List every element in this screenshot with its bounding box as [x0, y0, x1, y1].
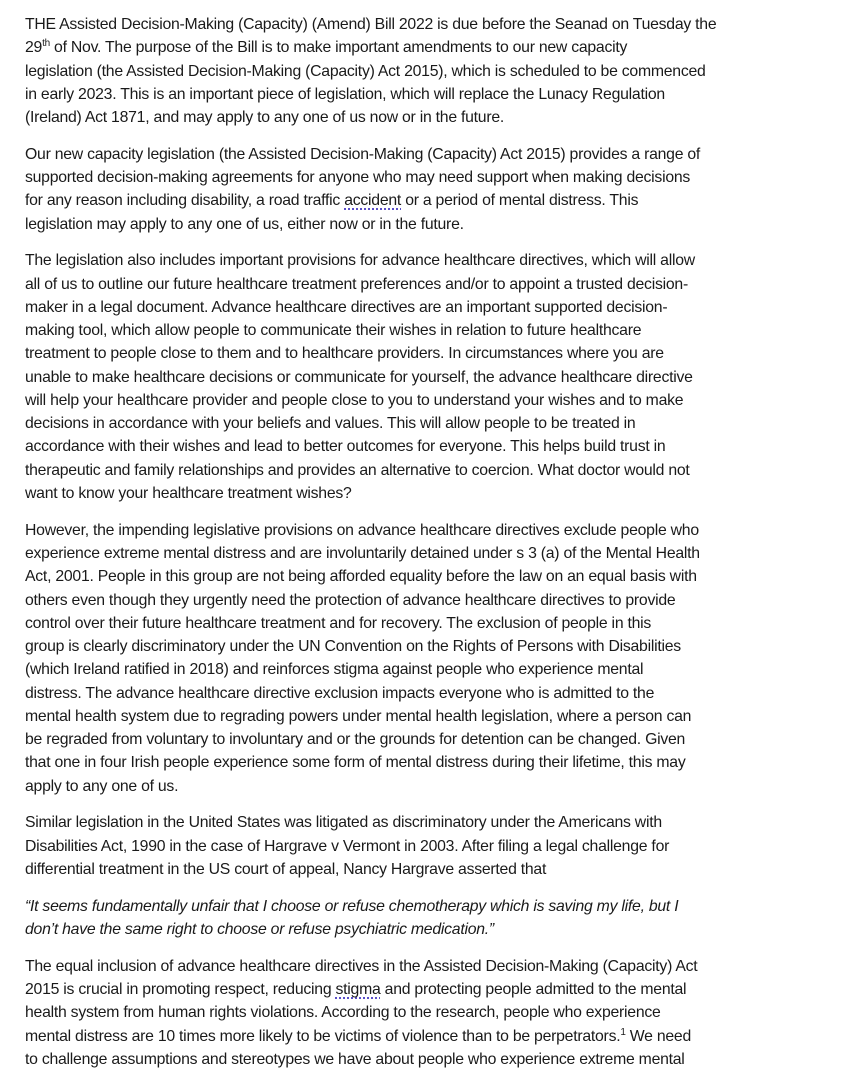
text-line: legislation (the Assisted Decision-Making (Capacity) Act 2015), which is scheduled to be commenced [25, 62, 706, 80]
text-run: and protecting people admitted to the mental [380, 981, 687, 999]
text-line: legislation may apply to any one of us, either now or in the future. [25, 215, 464, 233]
text-run: 29 [25, 39, 43, 57]
text-line: Similar legislation in the United States was litigated as discriminatory under the Americans with [25, 814, 662, 832]
text-line: maker in a legal document. Advance healthcare directives are an important supported decision- [25, 298, 668, 316]
text-line: all of us to outline our future healthcare treatment preferences and/or to appoint a trusted decision- [25, 275, 688, 293]
text-run: We need [625, 1027, 692, 1045]
text-line: making tool, which allow people to communicate their wishes in relation to future healthcare [25, 322, 642, 340]
paragraph [25, 143, 835, 236]
spellcheck-flagged-word[interactable]: stigma [335, 981, 381, 999]
text-line: Disabilities Act, 1990 in the case of Hargrave v Vermont in 2003. After filing a legal challenge for [25, 837, 670, 855]
text-line: want to know your healthcare treatment wishes? [25, 484, 352, 502]
text-line: THE Assisted Decision-Making (Capacity) (Amend) Bill 2022 is due before the Seanad on Tuesday the [25, 16, 717, 33]
text-run: for any reason including disability, a road traffic [25, 192, 345, 210]
text-line: The equal inclusion of advance healthcare directives in the Assisted Decision-Making (Capacity) Act [25, 957, 698, 975]
text-line: unable to make healthcare decisions or communicate for yourself, the advance healthcare directive [25, 368, 693, 386]
text-line: to challenge assumptions and stereotypes we have about people who experience extreme mental [25, 1050, 685, 1068]
document-body [25, 13, 835, 1085]
paragraph [25, 249, 835, 505]
text-line: others even though they urgently need the protection of advance healthcare directives to provide [25, 591, 676, 609]
text-line: don’t have the same right to choose or refuse psychiatric medication.” [25, 920, 494, 938]
text-line: “It seems fundamentally unfair that I choose or refuse chemotherapy which is saving my life, but I [25, 897, 679, 915]
text-line: accordance with their wishes and lead to better outcomes for everyone. This helps build trust in [25, 438, 666, 456]
text-line [25, 36, 835, 59]
text-line: treatment to people close to them and to healthcare providers. In circumstances where you are [25, 345, 664, 363]
text-line: group is clearly discriminatory under the UN Convention on the Rights of Persons with Disabilities [25, 638, 681, 656]
text-line [25, 978, 835, 1001]
text-run: or a period of mental distress. This [401, 192, 639, 210]
text-line: decisions in accordance with your beliefs and values. This will allow people to be treated in [25, 415, 636, 433]
spellcheck-flagged-word[interactable]: accident [344, 192, 402, 210]
text-run: 2015 is crucial in promoting respect, reducing [25, 981, 336, 999]
paragraph [25, 13, 835, 129]
text-line: that one in four Irish people experience some form of mental distress during their lifetime, this may [25, 754, 686, 772]
text-line: control over their future healthcare treatment and for recovery. The exclusion of people in this [25, 614, 652, 632]
text-line: health system from human rights violations. According to the research, people who experience [25, 1004, 661, 1022]
paragraph [25, 811, 835, 881]
text-line: mental health system due to regrading powers under mental health legislation, where a person can [25, 707, 692, 725]
text-run: mental distress are 10 times more likely to be victims of violence than to be perpetrators. [25, 1027, 621, 1045]
text-run: of Nov. The purpose of the Bill is to make important amendments to our new capacity [49, 39, 628, 57]
text-line: therapeutic and family relationships and provides an alternative to coercion. What doctor would not [25, 461, 690, 479]
text-line: distress. The advance healthcare directive exclusion impacts everyone who is admitted to the [25, 684, 655, 702]
text-line [25, 189, 835, 212]
text-line: However, the impending legislative provisions on advance healthcare directives exclude people who [25, 521, 699, 539]
text-line: will help your healthcare provider and people close to you to understand your wishes and to make [25, 391, 684, 409]
paragraph [25, 519, 835, 798]
superscript: 1 [620, 1026, 626, 1038]
text-line: in early 2023. This is an important piece of legislation, which will replace the Lunacy Regulation [25, 85, 665, 103]
text-line: supported decision-making agreements for anyone who may need support when making decisions [25, 169, 691, 187]
text-line: (Ireland) Act 1871, and may apply to any one of us now or in the future. [25, 109, 505, 126]
paragraph [25, 955, 835, 1071]
text-line [25, 1025, 835, 1048]
text-line: experience extreme mental distress and are involuntarily detained under s 3 (a) of the Mental Health [25, 545, 700, 563]
text-line: apply to any one of us. [25, 777, 179, 795]
text-line: be regraded from voluntary to involuntary and or the grounds for detention can be changed. Given [25, 731, 686, 749]
text-line: Our new capacity legislation (the Assisted Decision-Making (Capacity) Act 2015) provides a range of [25, 145, 701, 163]
superscript: th [42, 38, 50, 50]
text-line: (which Ireland ratified in 2018) and reinforces stigma against people who experience mental [25, 661, 644, 679]
text-line: differential treatment in the US court of appeal, Nancy Hargrave asserted that [25, 860, 547, 878]
text-line: Act, 2001. People in this group are not being afforded equality before the law on an equal basis with [25, 568, 697, 586]
text-line: The legislation also includes important provisions for advance healthcare directives, which will allow [25, 252, 695, 270]
quote-paragraph [25, 895, 835, 942]
